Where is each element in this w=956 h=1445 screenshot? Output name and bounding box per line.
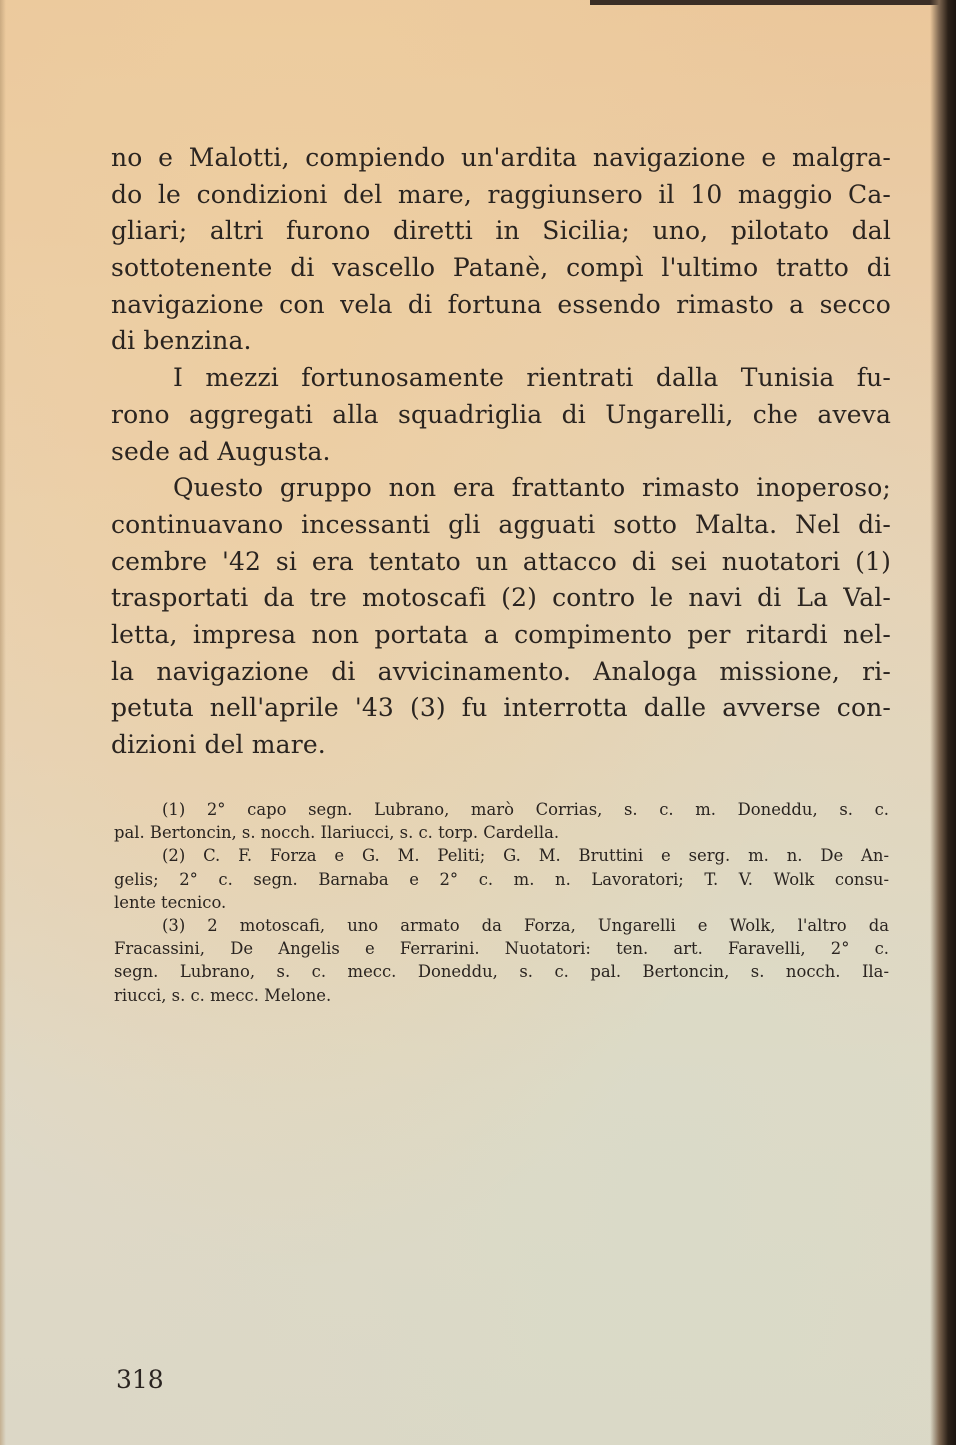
page-top-edge <box>590 0 956 5</box>
footnote-line: gelis; 2° c. segn. Barnaba e 2° c. m. n. Lavoratori; T. V. Wolk consu- <box>114 869 889 889</box>
text-line: dizioni del mare. <box>111 730 326 759</box>
footnote-line: segn. Lubrano, s. c. mecc. Doneddu, s. c. pal. Bertoncin, s. nocch. Ila- <box>114 962 889 982</box>
page-left-shadow <box>0 0 6 1445</box>
text-line: la navigazione di avvicinamento. Analoga missione, ri- <box>111 656 891 686</box>
footnote-line: lente tecnico. <box>114 892 227 912</box>
text-line: sottotenente di vascello Patanè, compì l'ultimo tratto di <box>111 253 891 283</box>
text-line: Questo gruppo non era frattanto rimasto inoperoso; <box>173 473 891 503</box>
footnote-line: (1) 2° capo segn. Lubrano, marò Corrias, s. c. m. Doneddu, s. c. <box>162 800 889 819</box>
main-text <box>111 140 891 764</box>
footnote-line: riucci, s. c. mecc. Melone. <box>114 985 332 1005</box>
text-line: cembre '42 si era tentato un attacco di sei nuotatori (1) <box>111 546 891 576</box>
text-line: petuta nell'aprile '43 (3) fu interrotta dalle avverse con- <box>111 693 891 723</box>
text-line: no e Malotti, compiendo un'ardita navigazione e malgra- <box>111 143 891 172</box>
text-line: I mezzi fortunosamente rientrati dalla Tunisia fu- <box>173 363 891 393</box>
text-line: continuavano incessanti gli agguati sotto Malta. Nel di- <box>111 509 891 539</box>
text-line: gliari; altri furono diretti in Sicilia; uno, pilotato dal <box>111 216 891 246</box>
text-line: navigazione con vela di fortuna essendo rimasto a secco <box>111 289 891 319</box>
text-line: do le condizioni del mare, raggiunsero il 10 maggio Ca- <box>111 179 891 209</box>
text-line: di benzina. <box>111 326 252 356</box>
footnote-line: (2) C. F. Forza e G. M. Peliti; G. M. Bruttini e serg. m. n. De An- <box>162 846 889 866</box>
footnotes <box>114 798 889 1007</box>
page-number: 318 <box>116 1365 164 1394</box>
footnote-line: pal. Bertoncin, s. nocch. Ilariucci, s. c. torp. Cardella. <box>114 823 560 843</box>
text-line: sede ad Augusta. <box>111 436 331 466</box>
book-spine-edge <box>930 0 956 1445</box>
text-line: letta, impresa non portata a compimento per ritardi nel- <box>111 619 891 649</box>
text-line: trasportati da tre motoscafi (2) contro le navi di La Val- <box>111 583 891 613</box>
text-line: rono aggregati alla squadriglia di Ungarelli, che aveva <box>111 399 891 429</box>
footnote-line: (3) 2 motoscafi, uno armato da Forza, Ungarelli e Wolk, l'altro da <box>162 915 889 935</box>
footnote-line: Fracassini, De Angelis e Ferrarini. Nuotatori: ten. art. Faravelli, 2° c. <box>114 939 889 959</box>
